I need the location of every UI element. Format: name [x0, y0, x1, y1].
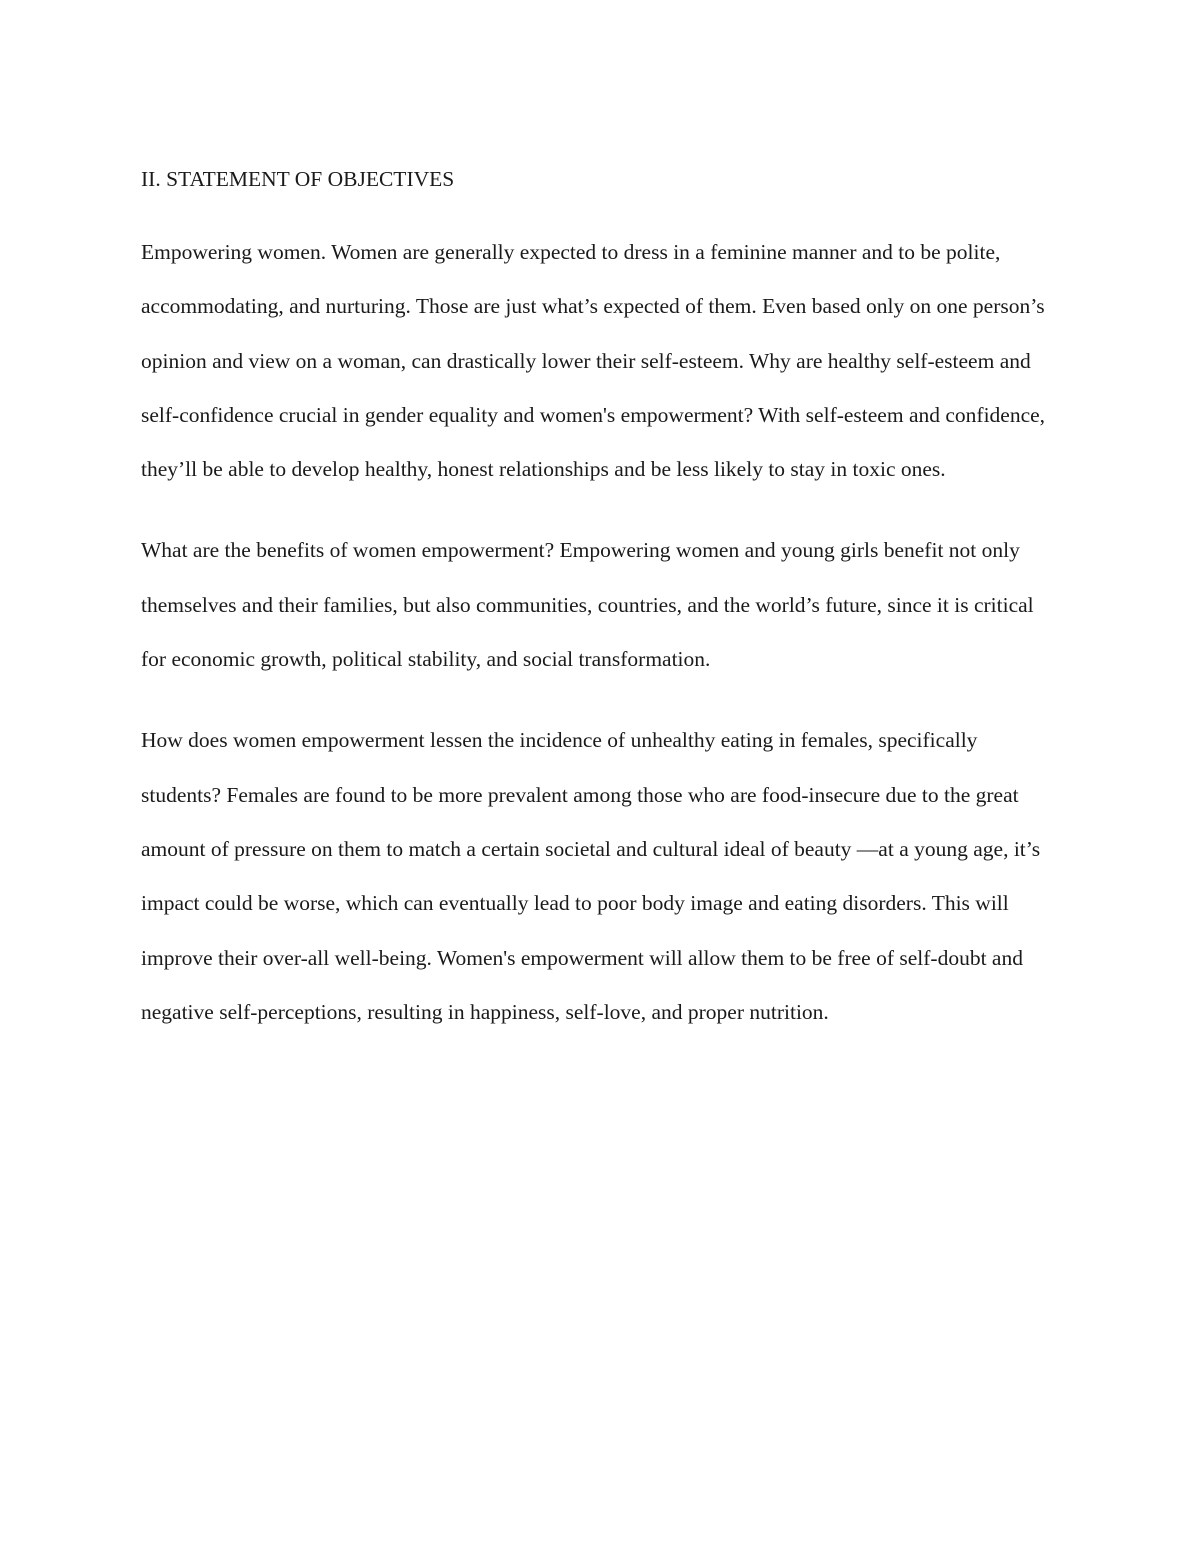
paragraph-empowering-women: Empowering women. Women are generally expected to dress in a feminine manner and to be polite, accommodating, and nurturing. Those are just what’s expected of them. Even based only on one person’s opinion and view on a woman, can drastically lower their self-esteem. Why are healthy self-esteem and self-confidence crucial in gender equality and women's empowerment? With self-esteem and confidence, they’ll be able to develop healthy, honest relationships and be less likely to stay in toxic ones. — [141, 240, 1046, 482]
section-heading: II. STATEMENT OF OBJECTIVES — [141, 167, 455, 191]
paragraph-unhealthy-eating: How does women empowerment lessen the incidence of unhealthy eating in females, specifically students? Females are found to be more prevalent among those who are food-insecure due to the great amount of pressure on them to match a certain societal and cultural ideal of beauty —at a young age, it’s impact could be worse, which can eventually lead to poor body image and eating disorders. This will improve their over-all well-being. Women's empowerment will allow them to be free of self-doubt and negative self-perceptions, resulting in happiness, self-love, and proper nutrition. — [141, 728, 1041, 1024]
document-body — [141, 161, 1061, 1039]
paragraph-benefits: What are the benefits of women empowerment? Empowering women and young girls benefit not only themselves and their families, but also communities, countries, and the world’s future, since it is critical for economic growth, political stability, and social transformation. — [141, 538, 1034, 672]
